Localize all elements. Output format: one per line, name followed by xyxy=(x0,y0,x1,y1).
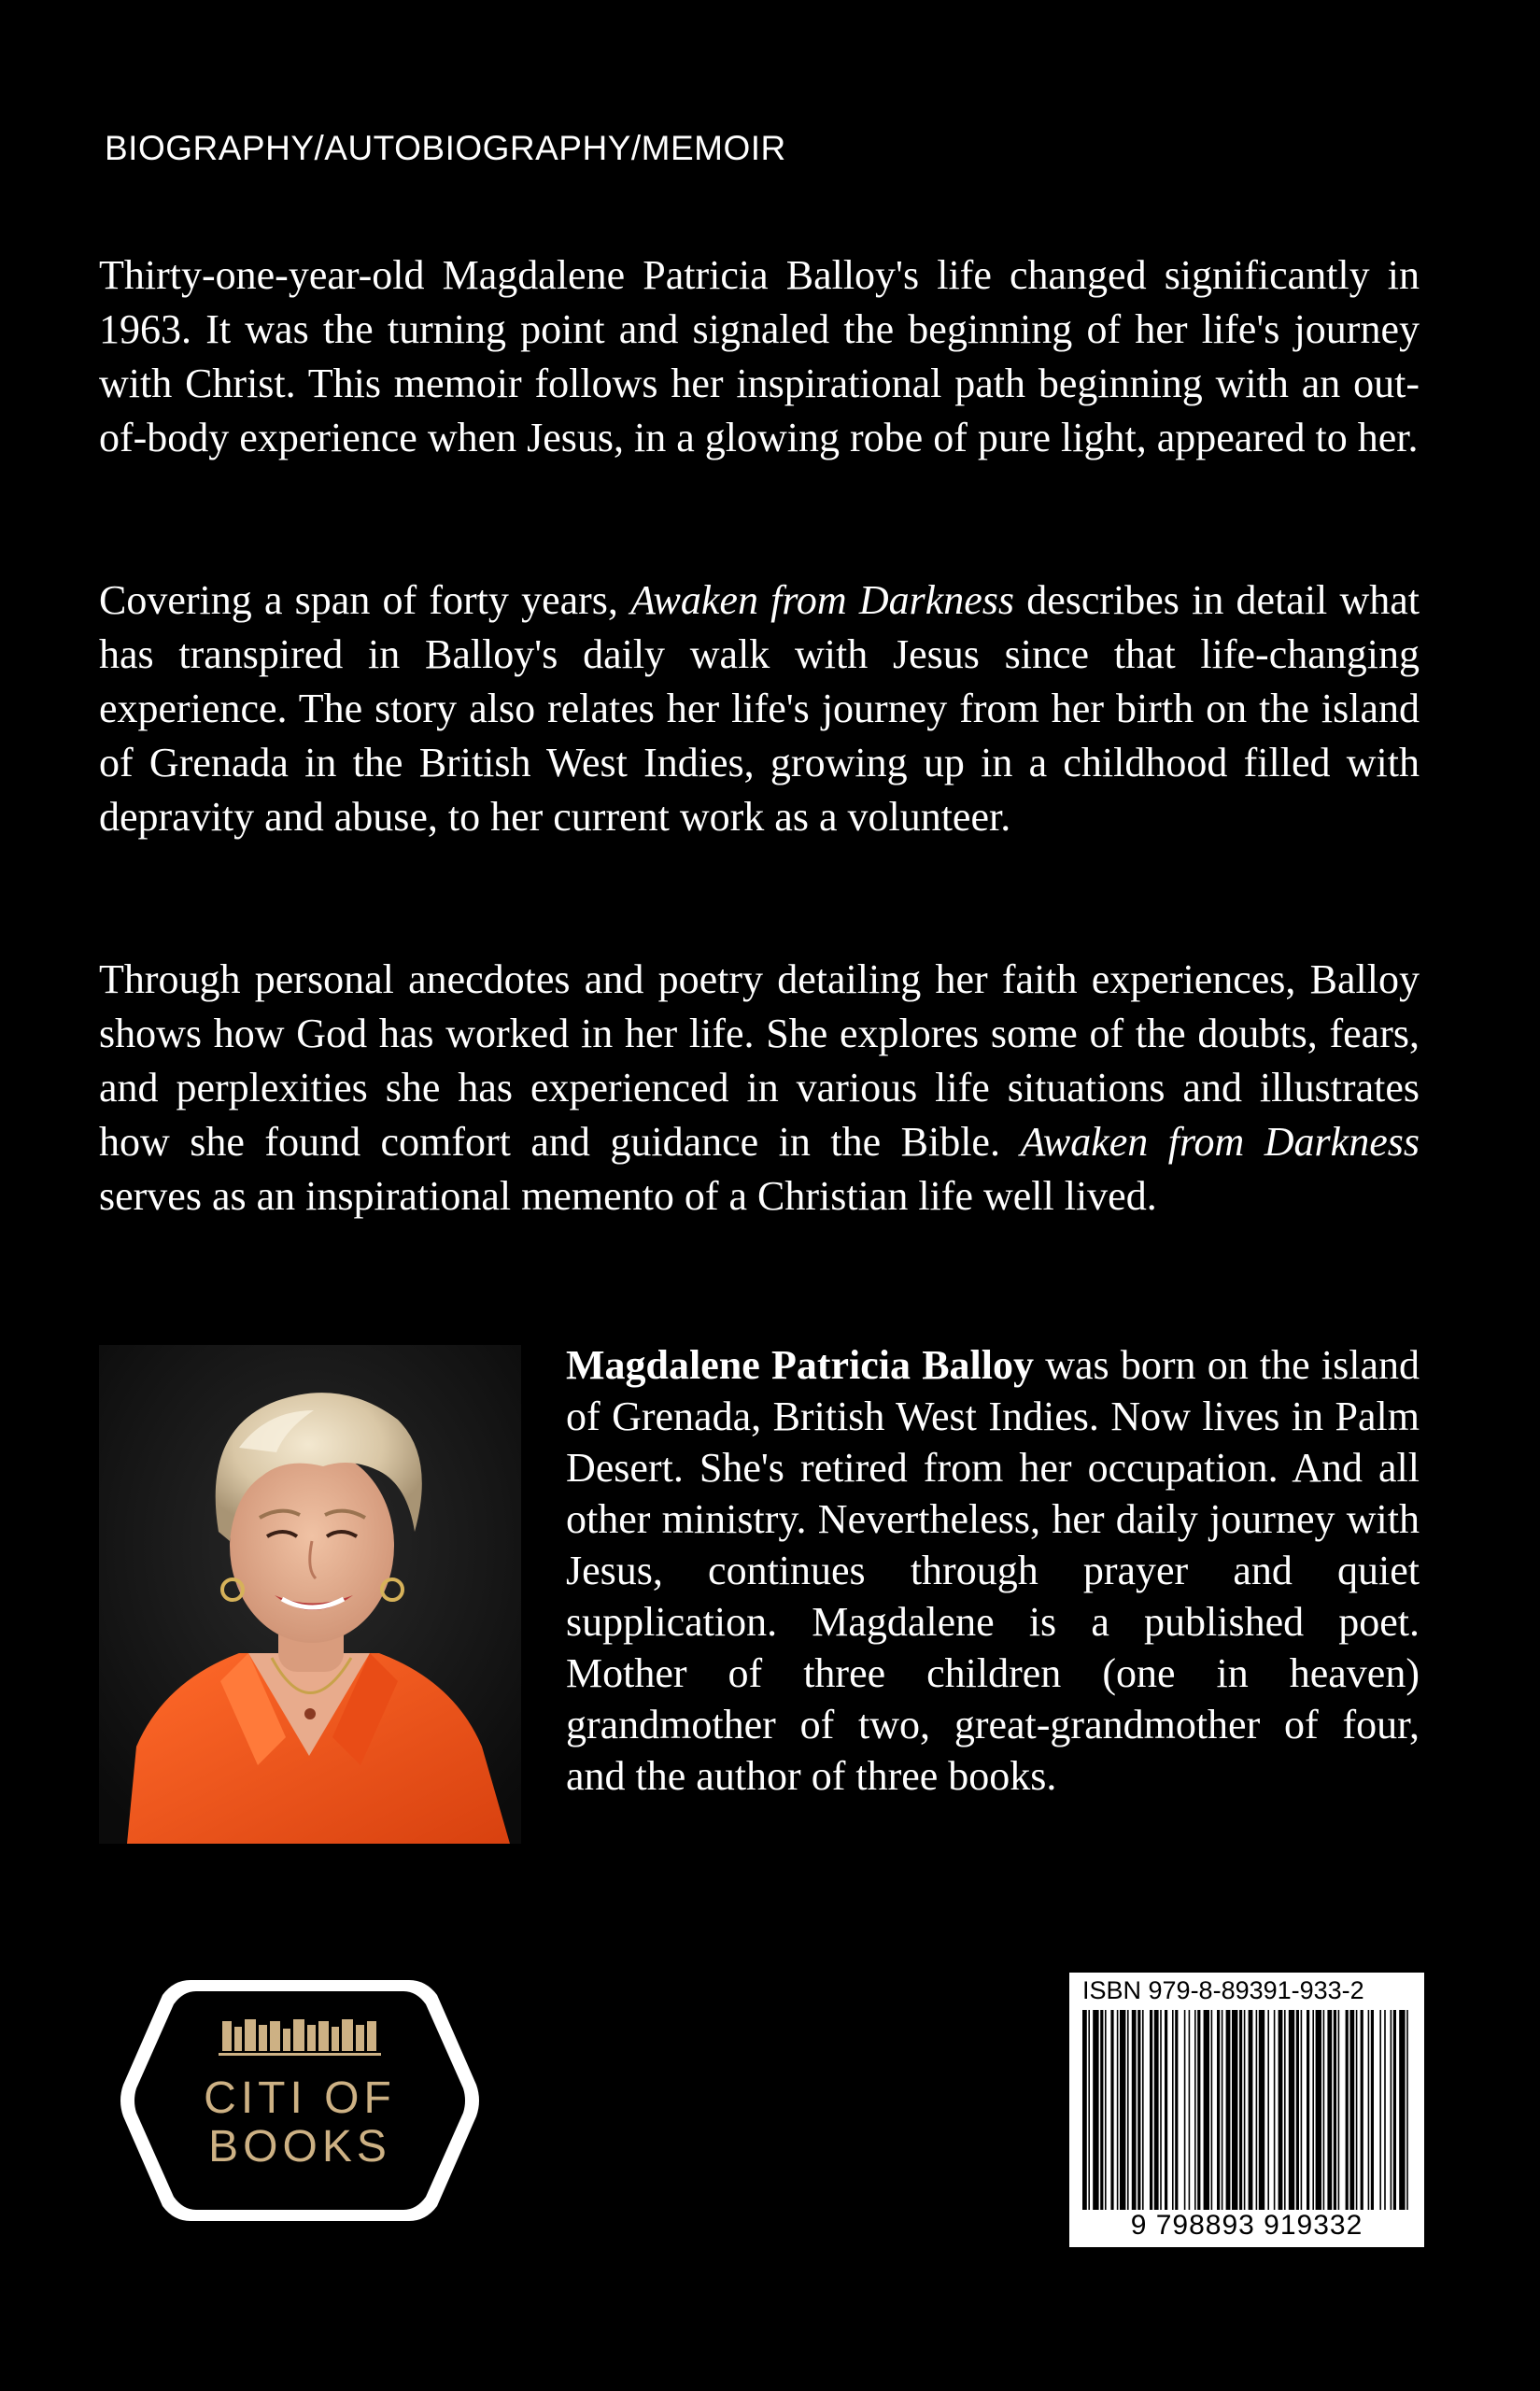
isbn-barcode xyxy=(1069,1973,1424,2247)
author-portrait-illustration xyxy=(99,1345,521,1844)
p3-text-after: serves as an inspirational memento of a Christian life well lived. xyxy=(99,1173,1157,1219)
description-paragraph-2 xyxy=(99,573,1420,844)
genre-label: BIOGRAPHY/AUTOBIOGRAPHY/MEMOIR xyxy=(105,129,786,167)
author-photo xyxy=(99,1345,521,1844)
p3-text-before: Through personal anecdotes and poetry detailing her faith experiences, Balloy shows how God has worked in her life. She explores some of the doubts, fears, and perplexities she has experienced in various life situations and illustrates how she found comfort and guidance in the Bible. xyxy=(99,956,1420,1165)
barcode-bars xyxy=(1082,2010,1411,2210)
author-name: Magdalene Patricia Balloy xyxy=(566,1342,1035,1388)
description-paragraph-3 xyxy=(99,953,1420,1224)
publisher-name-line-2: BOOKS xyxy=(208,2122,391,2172)
description-paragraph-1: Thirty-one-year-old Magdalene Patricia Balloy's life changed significantly in 1963. It was the turning point and signaled the beginning of her life's journey with Christ. This memoir follows her inspirational path beginning with an out-of-body experience when Jesus, in a glowing robe of pure light, appeared to her. xyxy=(99,252,1420,460)
publisher-name-line-1: CITI OF xyxy=(204,2073,396,2123)
publisher-logo xyxy=(118,1974,482,2227)
author-bio xyxy=(566,1339,1420,1802)
p2-text-before: Covering a span of forty years, xyxy=(99,577,631,623)
book-title-italic: Awaken from Darkness xyxy=(1020,1119,1420,1165)
author-bio-text: was born on the island of Grenada, British West Indies. Now lives in Palm Desert. She's retired from her occupation. And all other ministry. Nevertheless, her daily journey with Jesus, continues through prayer and quiet supplication. Magdalene is a published poet. Mother of three children (one in heaven) grandmother of two, great-grandmother of four, and the author of three books. xyxy=(566,1342,1420,1799)
isbn-label: ISBN 979-8-89391-933-2 xyxy=(1082,1976,1364,2004)
barcode-digits: 9 798893 919332 xyxy=(1130,2210,1363,2241)
book-title-italic: Awaken from Darkness xyxy=(630,577,1015,623)
p2-text-after: describes in detail what has transpired in Balloy's daily walk with Jesus since that life-changing experience. The story also relates her life's journey from her birth on the island of Grenada in the British West Indies, growing up in a childhood filled with depravity and abuse, to her current work as a volunteer. xyxy=(99,577,1420,840)
